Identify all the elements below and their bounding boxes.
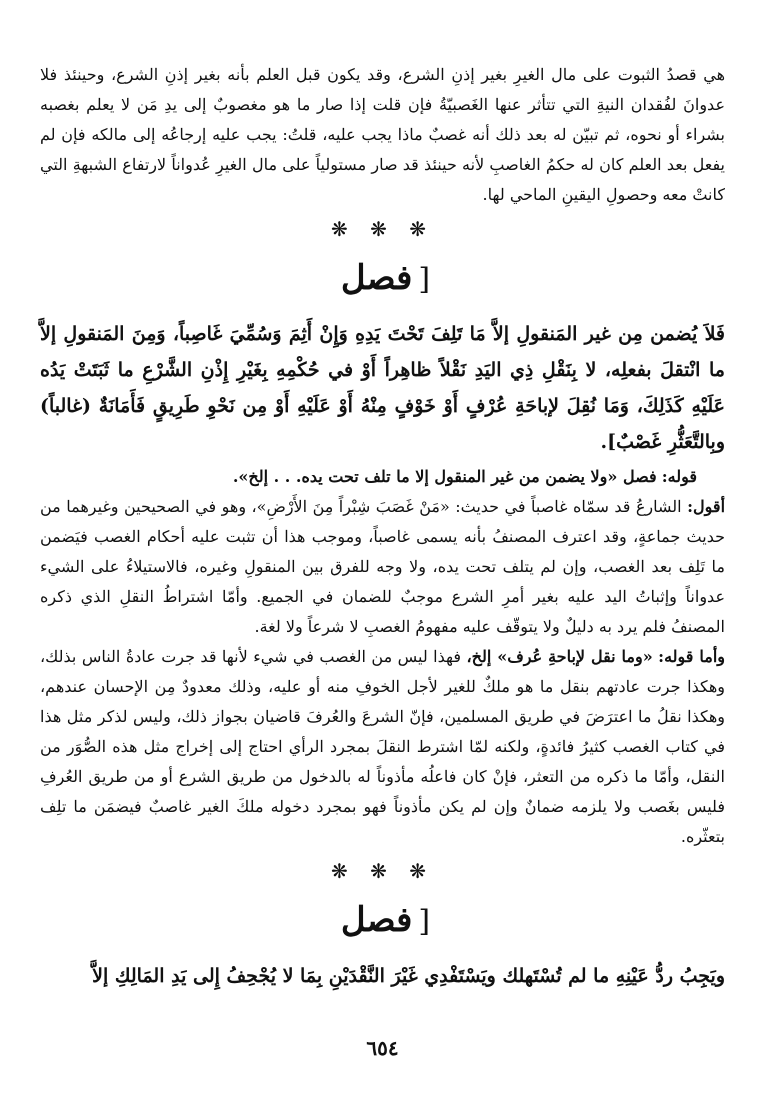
page-number: ٦٥٤: [366, 1036, 399, 1060]
commentary-label: وأما قوله:: [658, 647, 725, 666]
heading-bracket: [: [418, 262, 431, 297]
section-heading: [40, 256, 725, 302]
commentary-text: فهذا ليس من الغصب في شيء لأنها قد جرت عادةُ الناس بذلك، وهكذا جرت عادتهم بنقل ما هو ملكٌ للغير لأجل الخوفِ منه أو عليه، وذلك معدودٌ مِن الإحسان عندهم، وهكذا نقلُ ما اعترَضَ في طريق المسلمين، فإنّ الشرعَ والعُرفَ قاضيان بجواز ذلك، وليس لذكر مثل هذا في كتاب الغصب كثيرُ فائدةٍ، ولكنه لمّا اشترط النقلَ بمجرد الرأي احتاج إلى إخراج مثل هذه الصُّوَر من النقل، وأمّا ما ذكره من التعثر، فإنْ كان فاعلُه مأذوناً له بالدخول من طريق الشرع أو من طريق العُرفِ فليس بغَصب ولا يلزمه ضمانٌ وإن لم يكن مأذوناً فهو بمجرد دخوله ملكَ الغير غاصبٌ فيضمَن ما تلِف بتعثّره.: [40, 647, 726, 846]
commentary-paragraph: [40, 492, 725, 642]
commentary-text: الشارعُ قد سمّاه غاصباً في حديث: «مَنْ غَصَبَ شِبْراً مِنَ الأَرْضِ»، وهو في الصحيحين وغيرهما من حديث جماعةٍ، وقد اعترف المصنفُ بأنه يسمى غاصباً، وموجب هذا أن تثبت عليه أحكام الغصب فيَضمن ما تَلِف بعد الغصب، وإن لم يتلف تحت يده، ولا وجه للفرق بين المنقولِ وغيره، فالاستيلاءُ على الشيء عدواناً وإثباتُ اليد عليه بغير أمرِ الشرع موجبٌ للضمان في الجميع. وأمّا اشتراطُ النقلِ الذي ذكره المصنفُ فلم يرد به دليلٌ ولا يتوقّف عليه مفهومُ الغصبِ لا شرعاً ولا لغة.: [40, 497, 726, 636]
commentary-intro: [40, 462, 725, 492]
matn-text: ويَجِبُ ردُّ عَيْنِهِ ما لم تُسْتَهلك ويَسْتَفْدِي غَيْرَ النَّقْدَيْنِ بِمَا لا يُجْحِفُ إِلى يَدِ المَالِكِ إلاَّ: [92, 965, 725, 987]
page-body: [40, 60, 725, 996]
section-heading: [40, 898, 725, 944]
commentary-label: قوله:: [661, 467, 697, 486]
matn-text: فَلاَ يُضمن مِن غير المَنقولِ إلاَّ مَا تَلِفَ تَحْتَ يَدِهِ وَإِنْ أَثِمَ وَسُمِّيَ غَاصِباً، وَمِنَ المَنقولِ إلاَّ ما انْتقلَ بفعلِه، لا بِنَقْلِ ذِي اليَدِ نَقْلاً ظاهِراً أَوْ في حُكْمِهِ بِغَيْرِ إِذْنِ الشَّرْعِ ما ثَبَتَتْ يَدُه عَلَيْهِ كَذَلِكَ، وَمَا نُقِلَ لإباحَةِ عُرْفٍ أَوْ خَوْفٍ مِنْهُ أَوْ عَلَيْهِ أَوْ مِن نَحْوِ طَرِيقٍ فَأَمَانَةٌ (غالباً) وبِالتَّعَثُّرِ غَصْبٌ].: [40, 323, 725, 453]
commentary-quote: فصل «ولا يضمن من غير المنقول إلا ما تلف تحت يده. . . إلخ».: [232, 467, 657, 486]
section-separator: ❋ ❋ ❋: [331, 859, 434, 883]
commentary-quote: «وما نقل لإباحةِ عُرف» إلخ،: [466, 647, 653, 666]
commentary-label: أقول:: [687, 497, 726, 516]
commentary-paragraph: [40, 642, 725, 852]
opening-paragraph: هي قصدُ الثبوت على مال الغيرِ بغير إذنِ الشرع، وقد يكون قبل العلم بأنه بغير إذنِ الشرع، وحينئذ فلا عدوانَ لفُقدان النيةِ التي تتأثر عنها الغَصبيّةُ فإن قلت إذا صار ما هو مغصوبٌ إلى يدِ مَن لا يعلم بغصبه بشراء أو نحوه، ثم تبيّن له بعد ذلك أنه غصبٌ ماذا يجب عليه، قلتُ: يجب عليه إرجاعُه إلى مالكه فإن لم يفعل بعد العلم كان له حكمُ الغاصبِ لأنه حينئذ قد صار مستولياً على مال الغيرِ عُدواناً لارتفاع الشبهةِ التي كانتْ معه وحصولِ اليقينِ الماحي لها.: [40, 65, 726, 204]
heading-bracket: [: [418, 904, 431, 939]
heading-word: فصل: [340, 258, 413, 298]
section-separator: ❋ ❋ ❋: [331, 217, 434, 241]
heading-word: فصل: [340, 900, 413, 940]
